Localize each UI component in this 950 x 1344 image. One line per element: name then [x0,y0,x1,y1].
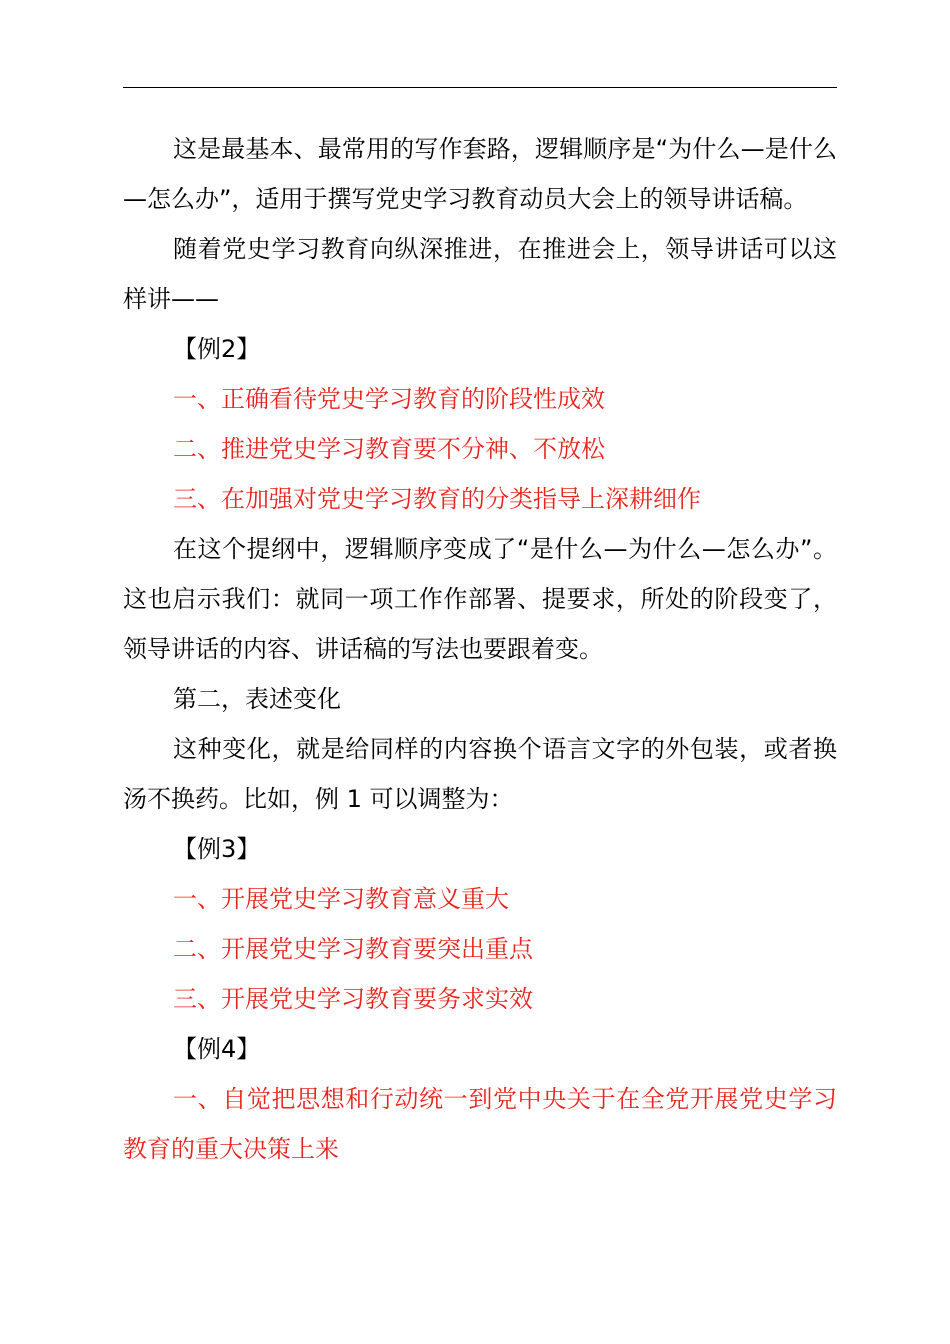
document-body [123,124,837,1174]
example-2-point-2: 二、推进党史学习教育要不分神、不放松 [173,435,605,463]
paragraph-intro: 这是最基本、最常用的写作套路，逻辑顺序是“为什么—是什么—怎么办”，适用于撰写党史学习教育动员大会上的领导讲话稿。 [123,135,837,213]
example-4-point-1: 一、自觉把思想和行动统一到党中央关于在全党开展党史学习教育的重大决策上来 [123,1085,837,1163]
example-2-point-3: 三、在加强对党史学习教育的分类指导上深耕细作 [173,485,701,513]
paragraph-expression-change: 这种变化，就是给同样的内容换个语言文字的外包装，或者换汤不换药。比如，例 1 可以调整为： [123,735,837,813]
section-heading-second: 第二，表述变化 [173,685,341,713]
paragraph-transition: 随着党史学习教育向纵深推进，在推进会上，领导讲话可以这样讲—— [123,235,837,313]
example-3-point-2: 二、开展党史学习教育要突出重点 [173,935,533,963]
example-3-point-3: 三、开展党史学习教育要务求实效 [173,985,533,1013]
example-3-label: 【例3】 [173,835,261,863]
example-4-label: 【例4】 [173,1035,261,1063]
example-2-label: 【例2】 [173,335,261,363]
example-2-point-1: 一、正确看待党史学习教育的阶段性成效 [173,385,605,413]
example-3-point-1: 一、开展党史学习教育意义重大 [173,885,509,913]
paragraph-analysis: 在这个提纲中，逻辑顺序变成了“是什么—为什么—怎么办”。这也启示我们：就同一项工作作部署、提要求，所处的阶段变了，领导讲话的内容、讲话稿的写法也要跟着变。 [123,535,837,663]
header-rule [123,87,837,88]
